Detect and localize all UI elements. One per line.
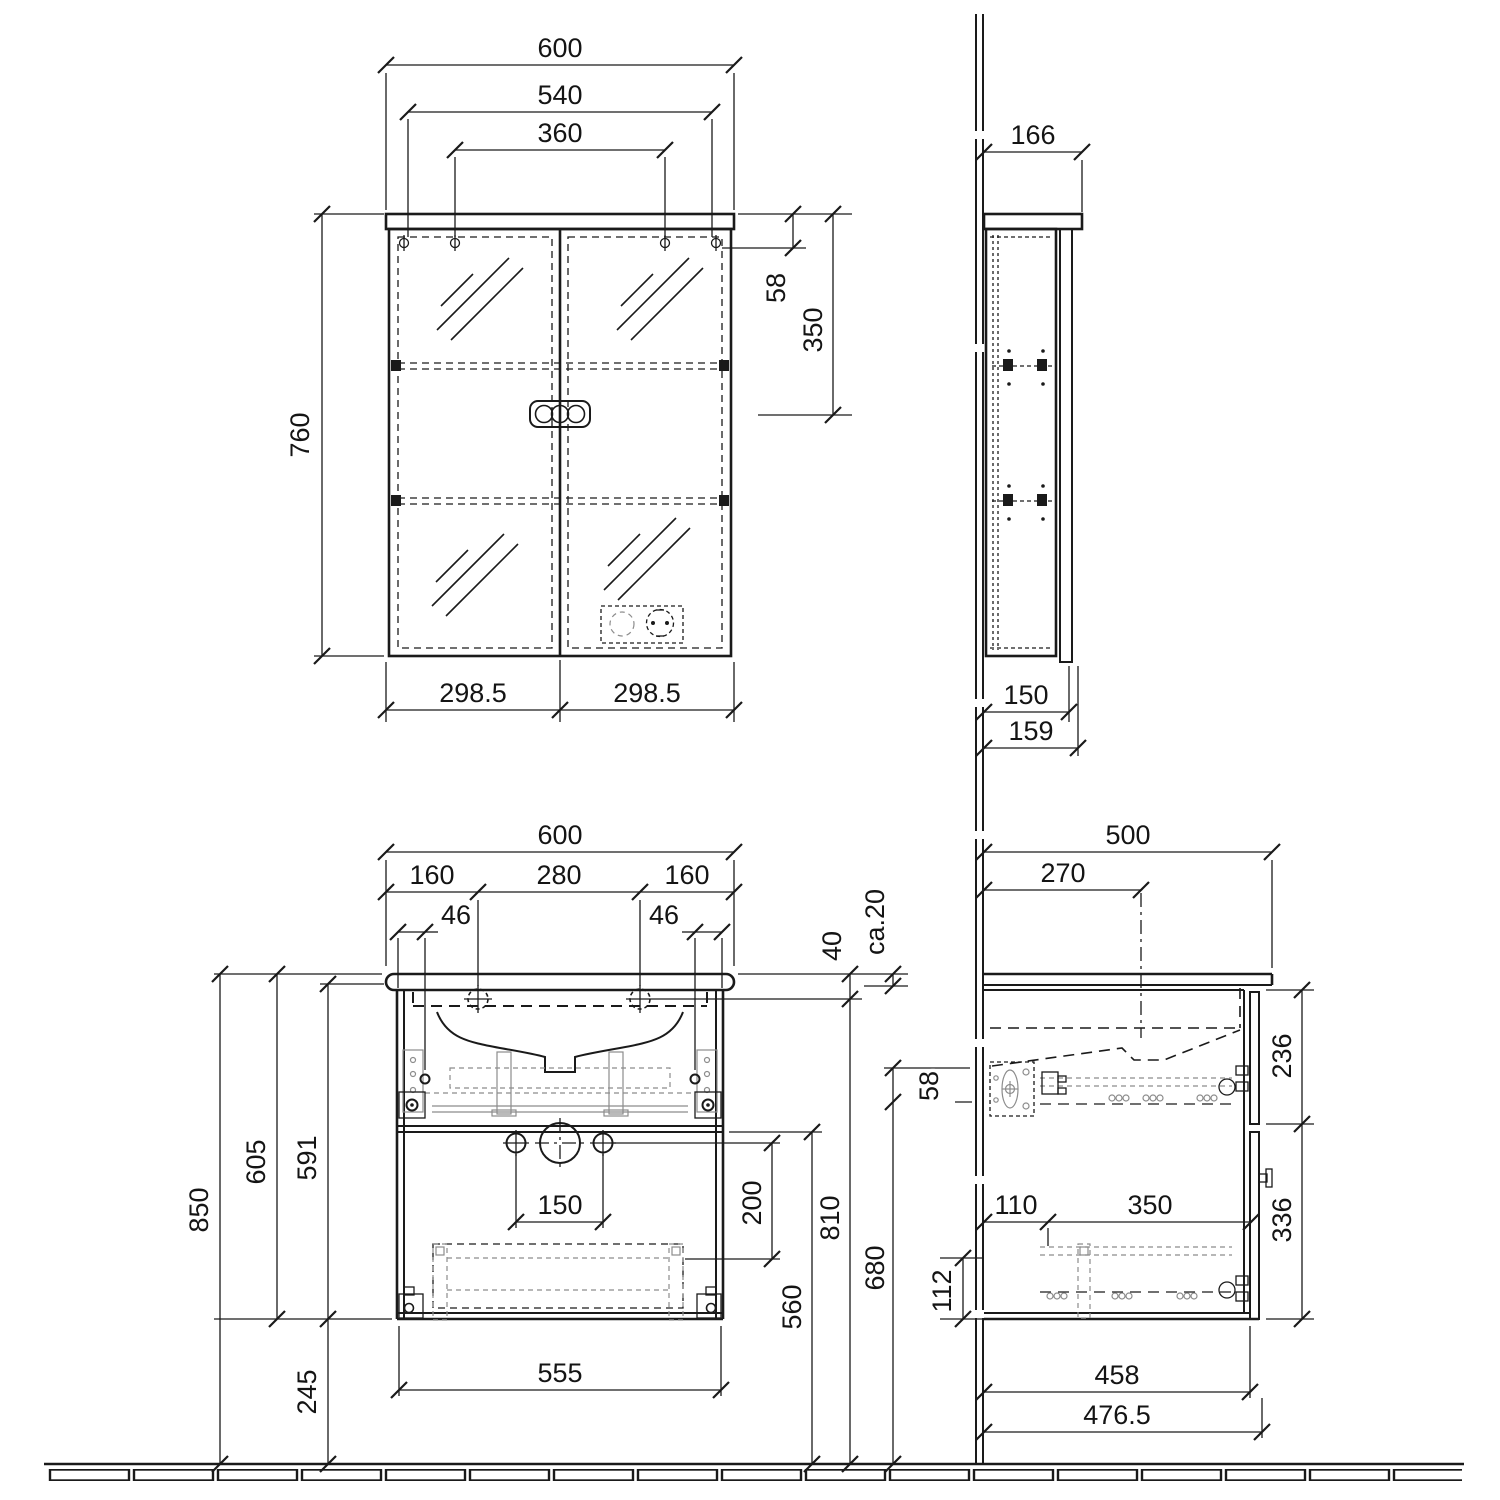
dim-label: 40 [817,930,847,962]
dim-label: 245 [292,1369,322,1415]
dim-front-upper [1266,982,1314,1132]
dim-vanity-height-total [184,966,382,1472]
door-right-outline [568,237,722,648]
dim-label: 555 [537,1358,583,1388]
shelf-clip-icon [719,360,729,371]
drawer-front-lower [1250,1132,1259,1319]
dim-holes-height [815,999,858,1472]
dim-mirror-top-to-switch [758,206,852,423]
dim-carcass-depth [976,1326,1258,1400]
dim-bracket-floor [860,1102,901,1472]
dim-label: 298.5 [613,678,681,708]
dim-vanity-depth [976,820,1280,968]
dim-label: 280 [536,860,582,890]
dim-label: 150 [1003,680,1049,710]
dim-label: 810 [815,1195,845,1241]
dim-label: 760 [285,412,315,458]
dim-vanity-carcass-width [391,1326,729,1398]
dim-label: 350 [1127,1190,1173,1220]
dim-depth-overall [976,1398,1270,1440]
drawer-knob-icon [1259,1169,1272,1187]
drawer-front-upper [1250,992,1259,1124]
dim-drain-to-drawer [737,1135,780,1267]
shelf-clip-icon [391,495,401,506]
dim-tap-axis [976,858,1149,898]
drawer-slide-icon [1040,1244,1248,1318]
dim-label: 236 [1267,1033,1297,1079]
dim-label: 58 [761,272,791,304]
dim-mirror-depth-carcass [976,666,1077,722]
dim-mirror-height [285,206,384,664]
dim-label: 270 [1040,858,1086,888]
dim-slide-offsets [976,1190,1259,1246]
mirror-door-edge [1060,229,1072,662]
dim-label: 350 [798,307,828,353]
mirror-cabinet-front-view [285,33,852,722]
floor-section [44,1464,1464,1481]
drawer-slide-icon [1040,1066,1248,1104]
dim-label: 166 [1010,120,1056,150]
dim-label: 336 [1267,1197,1297,1243]
dim-label: 159 [1008,716,1054,746]
dim-label: 600 [537,820,583,850]
dim-vanity-spans [378,860,742,986]
dim-divider-height [729,1124,822,1472]
dim-label: 850 [184,1187,214,1233]
dim-label: ca.20 [860,888,890,956]
dim-label: 600 [537,33,583,63]
dim-label: 46 [440,900,472,930]
shelf-clip-icon [391,360,401,371]
dim-vanity-bolt-offsets [390,900,730,1070]
dim-label: 150 [537,1190,583,1220]
power-socket-icon [601,606,683,643]
wall-bracket-icon [990,1062,1034,1116]
dim-label: 560 [777,1284,807,1330]
dim-mirror-depth [976,120,1090,212]
dim-label: 476.5 [1083,1400,1151,1430]
dim-label: 500 [1105,820,1151,850]
vanity-unit-side-view [860,820,1314,1472]
dim-label: 110 [994,1190,1038,1220]
dim-label: 46 [648,900,680,930]
dim-label: 112 [927,1269,957,1313]
dim-label: 458 [1094,1360,1140,1390]
dim-wall-gap [860,889,908,994]
dim-label: 58 [914,1070,944,1102]
dim-label: 360 [537,118,583,148]
dim-label: 200 [737,1180,767,1226]
dim-label: 160 [664,860,710,890]
dim-vanity-clearance [292,1319,336,1472]
mirror-cabinet-side-view [976,120,1090,756]
shelf-clip-icon [719,495,729,506]
washbasin-outline [413,992,707,1072]
dim-vanity-width [378,820,742,966]
dim-label: 591 [292,1135,322,1181]
dim-vanity-carcass-height [292,976,384,1327]
vanity-unit-front-view [184,820,908,1472]
drawer-box-outline [433,1244,683,1320]
dim-label: 540 [537,80,583,110]
washbasin-rim [386,974,734,990]
dim-front-lower [1266,1124,1314,1327]
dim-mirror-fix-inner [447,118,673,237]
shelf-pin-icons [992,349,1052,521]
washbasin-side-outline [990,988,1240,1066]
basin-mounting-hardware [425,1052,695,1116]
dim-label: 680 [860,1245,890,1291]
dim-mirror-doors [378,660,742,722]
dim-label: 160 [409,860,455,890]
dim-label: 298.5 [439,678,507,708]
dim-label: 605 [241,1139,271,1185]
floor-tiles-hatch [48,1469,1462,1481]
dim-bracket [884,1060,972,1110]
